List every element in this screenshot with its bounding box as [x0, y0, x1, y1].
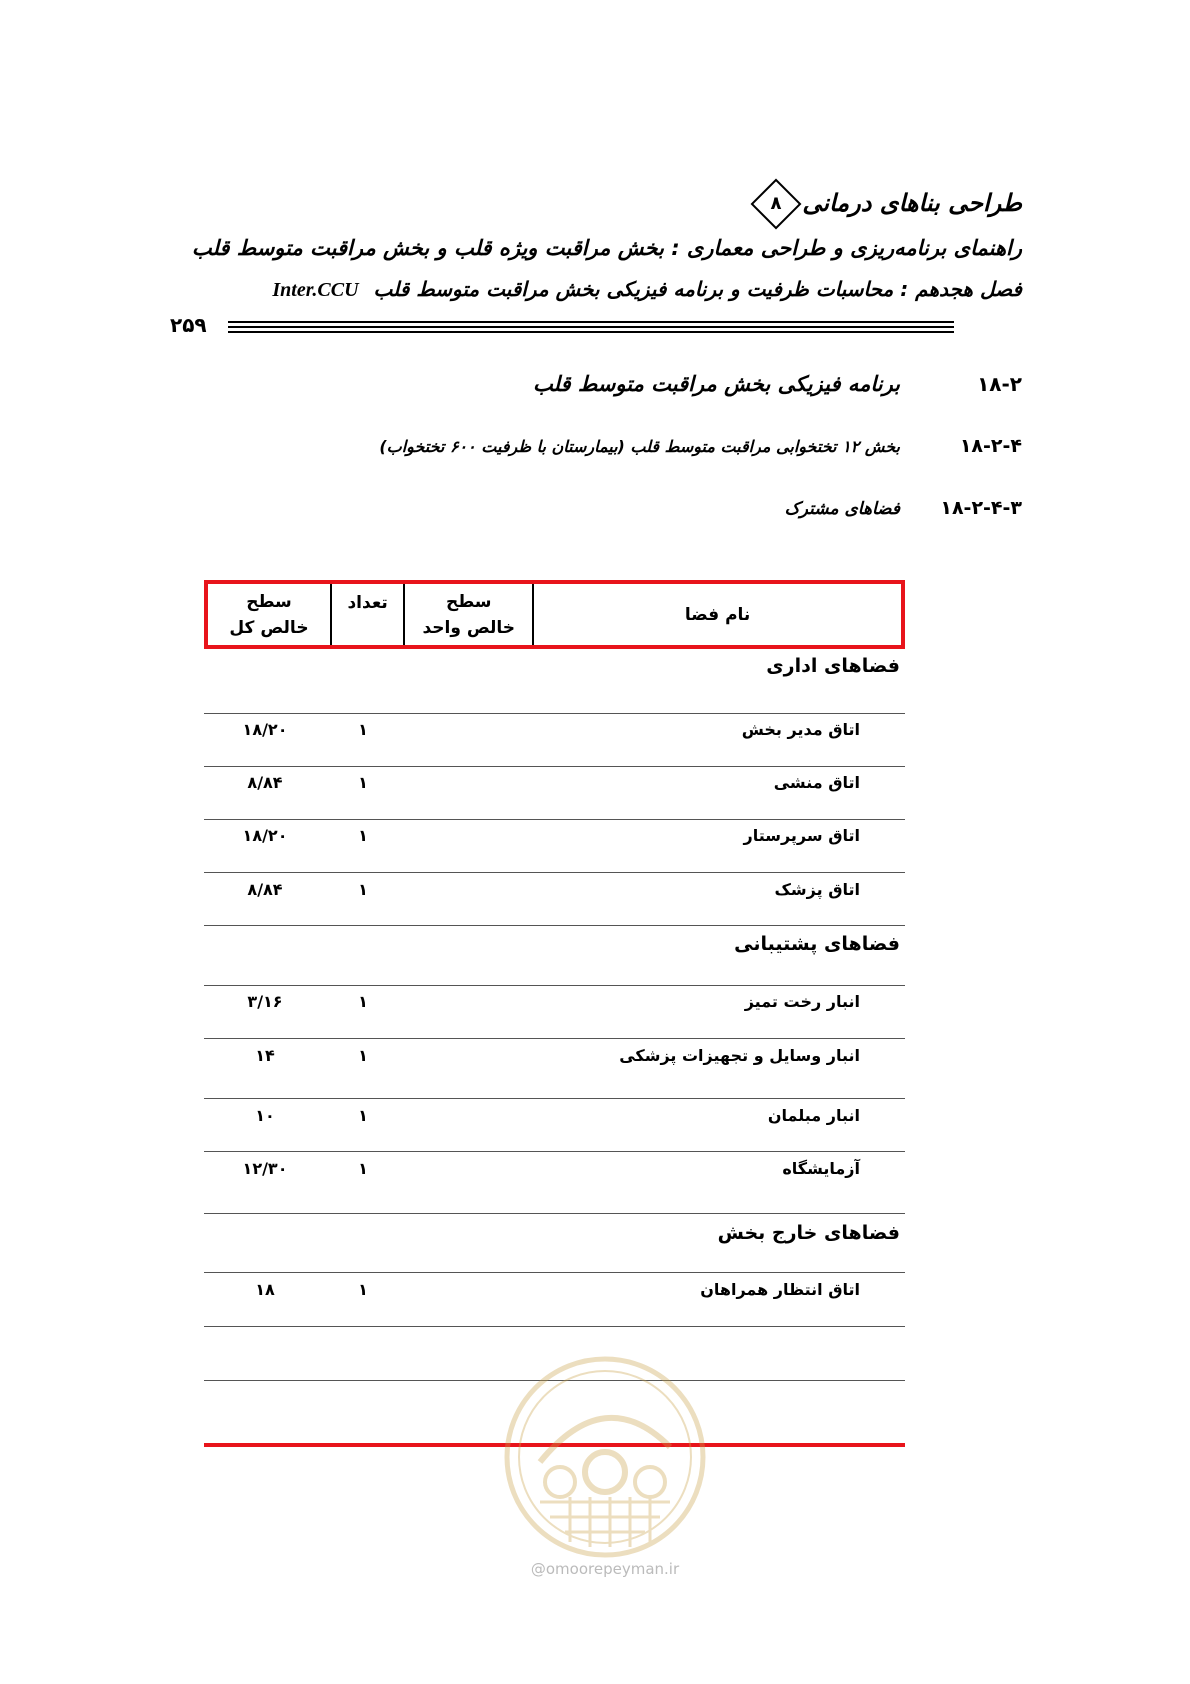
row-name: اتاق مدیر بخش: [741, 720, 860, 739]
row-count: ۱: [358, 720, 368, 739]
row-divider: [204, 1098, 905, 1099]
section-number-2: ۱۸-۲-۴: [959, 435, 1022, 457]
row-total: ۱۸: [255, 1280, 275, 1299]
row-divider: [204, 1151, 905, 1152]
row-total: ۸/۸۴: [247, 880, 283, 899]
section-number-3: ۱۸-۲-۴-۳: [940, 497, 1022, 519]
row-count: ۱: [358, 1046, 368, 1065]
section-title-1: برنامه فیزیکی بخش مراقبت متوسط قلب: [532, 372, 900, 396]
group-title: فضاهای خارج بخش: [717, 1222, 900, 1244]
chapter-title-fa: فصل هجدهم : محاسبات ظرفیت و برنامه فیزیکی بخش مراقبت متوسط قلب: [373, 277, 1022, 301]
header-unit-area-line1: سطح: [446, 591, 492, 612]
group-title: فضاهای اداری: [766, 655, 900, 677]
row-name: اتاق پزشک: [774, 880, 860, 899]
row-divider: [204, 819, 905, 820]
header-unit-area-line2: خالص واحد: [422, 617, 516, 638]
watermark-logo: [500, 1352, 710, 1562]
row-total: ۱۸/۲۰: [242, 826, 288, 845]
book-title-text: طراحی بناهای درمانی: [802, 189, 1022, 217]
row-total: ۳/۱۶: [247, 992, 283, 1011]
page-number: ۲۵۹: [170, 313, 207, 337]
row-count: ۱: [358, 1280, 368, 1299]
row-count: ۱: [358, 826, 368, 845]
chapter-badge-number: ۸: [770, 193, 782, 214]
row-count: ۱: [358, 773, 368, 792]
header-total-area-line1: سطح: [246, 591, 292, 612]
book-title: [750, 186, 1022, 222]
section-number-1: ۱۸-۲: [977, 372, 1022, 396]
header-divider: [228, 321, 954, 336]
section-title-2: بخش ۱۲ تختخوابی مراقبت متوسط قلب (بیمارستان با ظرفیت ۶۰۰ تختخواب): [379, 437, 900, 456]
row-count: ۱: [358, 1159, 368, 1178]
row-name: اتاق منشی: [773, 773, 860, 792]
header-total-area-line2: خالص کل: [229, 617, 309, 638]
row-name: اتاق سرپرستار: [743, 826, 860, 845]
row-divider: [204, 872, 905, 873]
header-name-label: نام فضا: [684, 604, 751, 625]
header-count: [330, 584, 403, 645]
row-name: انبار مبلمان: [767, 1106, 860, 1125]
row-name: آزمایشگاه: [782, 1159, 860, 1178]
table-header: [204, 580, 905, 649]
book-subtitle: راهنمای برنامه‌ریزی و طراحی معماری : بخش مراقبت ویژه قلب و بخش مراقبت متوسط قلب: [191, 236, 1022, 260]
row-name: انبار وسایل و تجهیزات پزشکی: [619, 1046, 860, 1065]
row-divider: [204, 1038, 905, 1039]
header-total-area: [208, 584, 330, 645]
row-total: ۱۲/۳۰: [242, 1159, 288, 1178]
header-unit-area: [403, 584, 532, 645]
row-total: ۱۸/۲۰: [242, 720, 288, 739]
row-name: اتاق انتظار همراهان: [700, 1280, 860, 1299]
row-divider: [204, 713, 905, 714]
row-divider: [204, 1213, 905, 1214]
row-count: ۱: [358, 1106, 368, 1125]
chapter-title: [272, 277, 1022, 302]
row-divider: [204, 1326, 905, 1327]
row-count: ۱: [358, 992, 368, 1011]
row-divider: [204, 1272, 905, 1273]
section-title-3: فضاهای مشترک: [784, 499, 900, 519]
chapter-badge: [751, 179, 802, 230]
row-total: ۱۴: [255, 1046, 275, 1065]
header-name: [532, 584, 901, 645]
header-count-label: تعداد: [347, 593, 388, 613]
group-title: فضاهای پشتیبانی: [734, 933, 900, 955]
row-divider: [204, 985, 905, 986]
row-count: ۱: [358, 880, 368, 899]
row-divider: [204, 925, 905, 926]
row-divider: [204, 766, 905, 767]
watermark-url: @omoorepeyman.ir: [530, 1560, 680, 1578]
row-total: ۱۰: [255, 1106, 275, 1125]
chapter-title-en: Inter.CCU: [272, 279, 359, 301]
row-name: انبار رخت تمیز: [744, 992, 860, 1011]
row-total: ۸/۸۴: [247, 773, 283, 792]
